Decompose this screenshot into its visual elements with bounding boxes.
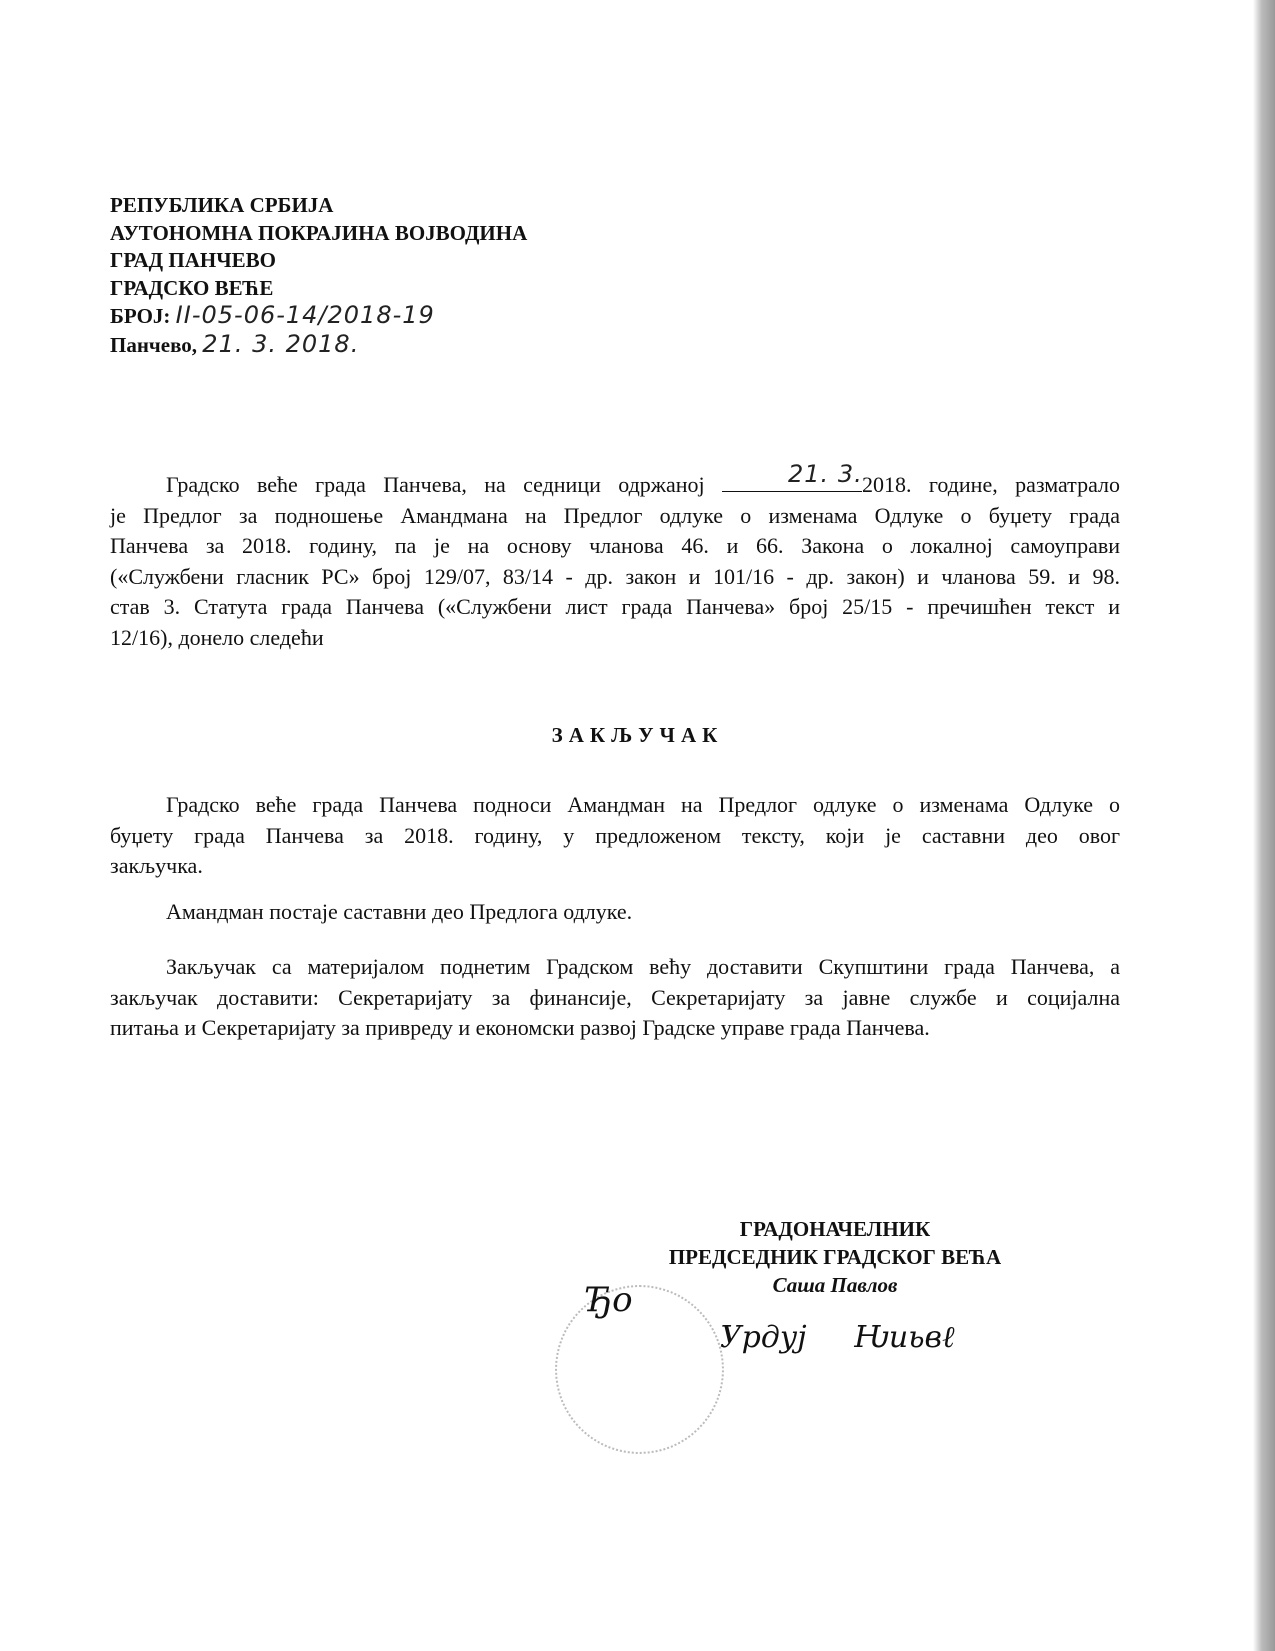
text-line: («Службени гласник РС» број 129/07, 83/14 - др. закон и 101/16 - др. закон) и чланова 59. и 98. [110,563,1120,589]
date-blank [722,460,863,492]
text-fragment: Градско веће града Панчева, на седници одржаној [166,472,705,497]
header-line: РЕПУБЛИКА СРБИЈА [110,193,334,217]
number-label: БРОЈ: [110,304,171,328]
text-line [110,460,1121,501]
document-header [110,192,527,359]
text-line: Панчева за 2018. годину, па је на основу чланова 46. и 66. Закона о локалној самоуправи [110,533,1120,558]
signatory-name: Саша Павлов [772,1273,898,1297]
conclusion-paragraph-1 [110,790,1120,882]
intro-paragraph [110,460,1121,653]
text-line: закључак доставити: Секретаријату за финансије, Секретаријату за јавне службе и социјална [110,984,1120,1010]
text-line: став 3. Статута града Панчева («Службени лист града Панчева» број 25/15 - пречишћен текст и [110,594,1120,619]
handwritten-date: 21. 3. [788,460,863,488]
text-fragment: 2018. године, разматрало [862,472,1121,497]
conclusion-paragraph-3 [110,952,1120,1044]
scan-edge [1253,0,1275,1651]
document-number [110,302,527,331]
text-line: је Предлог за подношење Амандмана на Предлог одлуке о изменама Одлуке о буџету града [110,502,1120,528]
handwritten-signature: Урдуј Ƕиьвℓ [720,1320,955,1355]
conclusion-paragraph-2 [110,897,1120,928]
header-line: АУТОНОМНА ПОКРАЈИНА ВОЈВОДИНА [110,220,528,245]
text-line: 12/16), донело следећи [110,624,324,650]
text-line: Амандман постаје саставни део Предлога одлуке. [166,899,633,924]
date-value: 21. 3. 2018. [202,329,360,358]
place-date [110,331,527,360]
official-stamp [555,1285,724,1454]
signatory-title: ПРЕДСЕДНИК ГРАДСКОГ ВЕЋА [668,1245,1002,1269]
place-label: Панчево, [110,332,198,357]
text-line: питања и Секретаријату за привреду и економски развој Градске управе града Панчева. [110,1015,930,1040]
header-line: ГРАД ПАНЧЕВО [110,248,276,272]
initials-signature: Ђo [585,1280,633,1320]
header-line: ГРАДСКО ВЕЋЕ [110,275,274,300]
signatory-title: ГРАДОНАЧЕЛНИК [739,1217,931,1241]
text-line: буџету града Панчева за 2018. годину, у предложеном тексту, који је саставни део овог [110,822,1120,848]
text-line: Градско веће града Панчева подноси Амандман на Предлог одлуке о изменама Одлуке о [166,792,1120,817]
text-line: Закључак са материјалом поднетим Градском већу доставити Скупштини града Панчева, а [166,954,1120,979]
number-value: II-05-06-14/2018-19 [175,301,435,329]
signature-block [600,1215,1070,1299]
document-title: ЗАКЉУЧАК [551,723,724,747]
text-line: закључка. [110,853,203,878]
